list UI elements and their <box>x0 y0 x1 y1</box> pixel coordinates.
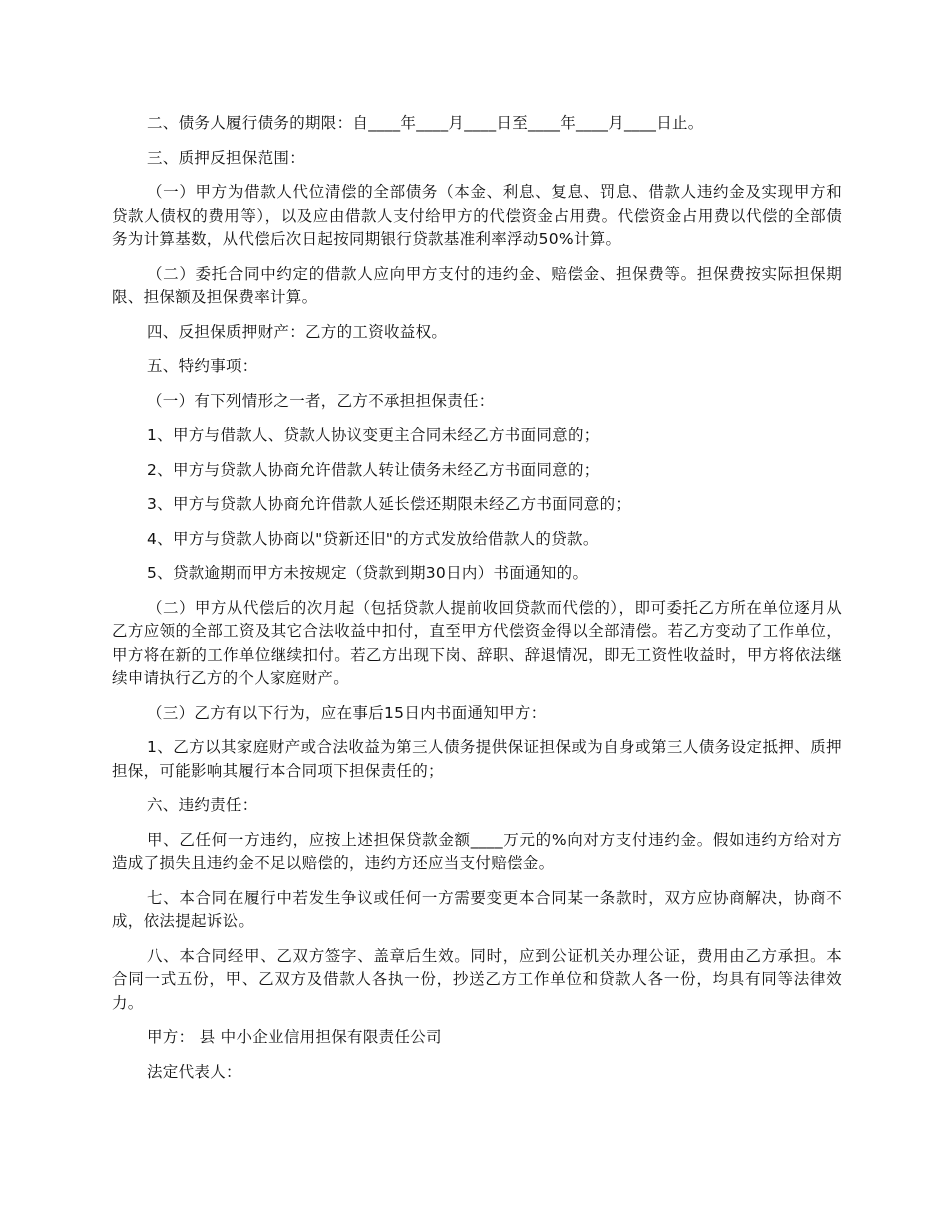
clause-5-item-1-point-2: 2、甲方与贷款人协商允许借款人转让债务未经乙方书面同意的； <box>147 460 600 479</box>
clause-7-disputes: 七、本合同在履行中若发生争议或任何一方需要变更本合同某一条款时，双方应协商解决，协商不成，依法提起诉讼。 <box>112 888 842 930</box>
clause-5-item-1-heading: （一）有下列情形之一者，乙方不承担担保责任： <box>147 391 495 410</box>
clause-5-item-2: （二）甲方从代偿后的次月起（包括贷款人提前收回贷款而代偿的），即可委托乙方所在单位逐月从乙方应领的全部工资及其它合法收益中扣付，直至甲方代偿资金得以全部清偿。若乙方变动了工作单位，甲方将在新的工作单位继续扣付。若乙方出现下岗、辞职、辞退情况，即无工资性收益时，甲方将依法继续申请执行乙方的个人家庭财产。 <box>112 598 842 687</box>
clause-8-effectiveness: 八、本合同经甲、乙双方签字、盖章后生效。同时，应到公证机关办理公证，费用由乙方承担。本合同一式五份，甲、乙双方及借款人各执一份，抄送乙方工作单位和贷款人各一份，均具有同等法律效力。 <box>112 946 842 1012</box>
clause-5-item-3-heading: （三）乙方有以下行为，应在事后15日内书面通知甲方： <box>147 703 547 722</box>
clause-2-debt-term: 二、债务人履行债务的期限：自____年____月____日至____年____月____日止。 <box>147 114 704 132</box>
clause-5-item-1-point-5: 5、贷款逾期而甲方未按规定（贷款到期30日内）书面通知的。 <box>147 564 589 582</box>
clause-3-heading: 三、质押反担保范围： <box>147 148 306 167</box>
clause-5-item-1-point-4: 4、甲方与贷款人协商以"贷新还旧"的方式发放给借款人的贷款。 <box>147 529 599 548</box>
clause-3-item-2: （二）委托合同中约定的借款人应向甲方支付的违约金、赔偿金、担保费等。担保费按实际担保期限、担保额及担保费率计算。 <box>112 264 842 306</box>
document-body <box>112 112 842 1095</box>
legal-representative-line: 法定代表人： <box>147 1062 242 1081</box>
clause-5-item-3-point-1: 1、乙方以其家庭财产或合法收益为第三人债务提供保证担保或为自身或第三人债务设定抵押、质押担保，可能影响其履行本合同项下担保责任的； <box>112 738 842 780</box>
clause-3-item-1: （一）甲方为借款人代位清偿的全部债务（本金、利息、复息、罚息、借款人违约金及实现甲方和贷款人债权的费用等），以及应由借款人支付给甲方的代偿资金占用费。代偿资金占用费以代偿的全部债务为计算基数，从代偿后次日起按同期银行贷款基准利率浮动50%计算。 <box>112 183 842 248</box>
clause-4-pledged-property: 四、反担保质押财产：乙方的工资收益权。 <box>147 322 448 341</box>
clause-5-item-1-point-1: 1、甲方与借款人、贷款人协议变更主合同未经乙方书面同意的； <box>147 426 600 444</box>
clause-5-item-1-point-3: 3、甲方与贷款人协商允许借款人延长偿还期限未经乙方书面同意的； <box>147 495 632 513</box>
clause-6-heading: 六、违约责任： <box>147 796 258 814</box>
party-a-signature-line: 甲方： 县 中小企业信用担保有限责任公司 <box>147 1028 442 1046</box>
clause-5-heading: 五、特约事项： <box>147 357 258 375</box>
clause-6-body: 甲、乙任何一方违约，应按上述担保贷款金额____万元的%向对方支付违约金。假如违约方给对方造成了损失且违约金不足以赔偿的，违约方还应当支付赔偿金。 <box>112 830 842 872</box>
